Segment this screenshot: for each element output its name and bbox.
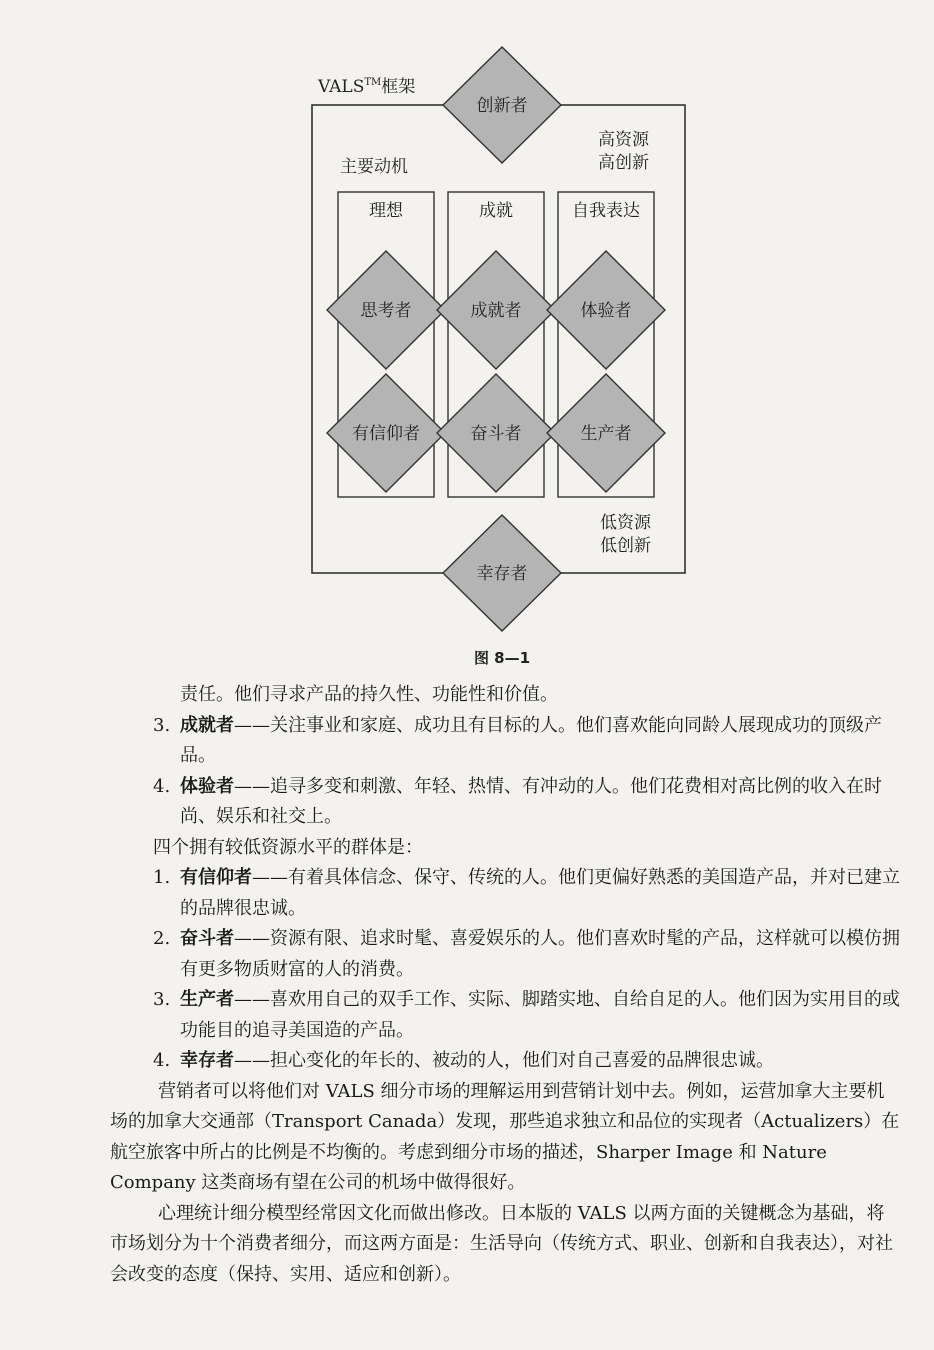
list-number: 4.: [153, 1050, 171, 1071]
term-experiencers: 体验者: [180, 775, 234, 797]
list-number: 3.: [153, 714, 171, 736]
term-achievers: 成就者: [180, 714, 234, 736]
list-item-survivors: [110, 1046, 900, 1077]
node-innovators: 创新者: [476, 96, 528, 116]
desc-strivers: ——资源有限、追求时髦、喜爱娱乐的人。他们喜欢时髦的产品，这样就可以模仿拥有更多物质财富的人的消费。: [180, 928, 900, 980]
node-strivers: 奋斗者: [470, 424, 522, 444]
desc-experiencers: ——追寻多变和刺激、年轻、热情、有冲动的人。他们花费相对高比例的收入在时尚、娱乐和社交上。: [180, 775, 882, 827]
motivation-label: 主要动机: [340, 157, 408, 177]
list-item-achievers: [110, 711, 900, 772]
column-label-achievement: 成就: [479, 201, 513, 221]
frame-label: VALS™框架: [318, 77, 416, 97]
list-item-makers: [110, 985, 900, 1046]
node-experiencers: 体验者: [580, 301, 632, 321]
list-item-believers: [110, 863, 900, 924]
paragraph-japan-vals: 心理统计细分模型经常因文化而做出修改。日本版的 VALS 以两方面的关键概念为基础，将市场划分为十个消费者细分，而这两方面是：生活导向（传统方式、职业、创新和自我表达），对社会改变的态度（保持、实用、适应和创新）。: [110, 1202, 893, 1285]
node-achievers: 成就者: [470, 301, 522, 321]
low-innovation-label: 低创新: [600, 536, 651, 556]
list-item-experiencers: [110, 772, 900, 833]
desc-believers: ——有着具体信念、保守、传统的人。他们更偏好熟悉的美国造产品，并对已建立的品牌很忠诚。: [180, 867, 900, 919]
desc-achievers: ——关注事业和家庭、成功且有目标的人。他们喜欢能向同龄人展现成功的顶级产品。: [180, 714, 882, 766]
low-groups-intro: 四个拥有较低资源水平的群体是：: [153, 836, 423, 858]
column-label-ideals: 理想: [369, 201, 403, 221]
column-label-self-expression: 自我表达: [572, 201, 640, 221]
term-strivers: 奋斗者: [180, 928, 234, 949]
desc-makers: ——喜欢用自己的双手工作、实际、脚踏实地、自给自足的人。他们因为实用目的或功能目的追寻美国造的产品。: [180, 989, 900, 1041]
high-innovation-label: 高创新: [598, 153, 649, 173]
node-believers: 有信仰者: [352, 424, 420, 444]
continued-line: 责任。他们寻求产品的持久性、功能性和价值。: [180, 684, 558, 705]
high-resources-label: 高资源: [598, 130, 649, 150]
node-survivors: 幸存者: [476, 564, 528, 584]
list-number: 1.: [153, 867, 171, 888]
list-number: 3.: [153, 989, 171, 1010]
term-believers: 有信仰者: [180, 867, 252, 888]
desc-survivors: ——担心变化的年长的、被动的人，他们对自己喜爱的品牌很忠诚。: [234, 1050, 774, 1071]
term-makers: 生产者: [180, 989, 234, 1010]
vals-framework-diagram: [0, 0, 934, 670]
node-thinkers: 思考者: [360, 301, 412, 321]
figure-caption: 图 8—1: [473, 649, 531, 667]
list-number: 4.: [153, 775, 171, 797]
term-survivors: 幸存者: [180, 1050, 234, 1071]
node-makers: 生产者: [580, 424, 632, 444]
list-number: 2.: [153, 928, 171, 949]
body-text: [110, 680, 900, 1290]
low-resources-label: 低资源: [600, 513, 651, 533]
paragraph-marketing: 营销者可以将他们对 VALS 细分市场的理解运用到营销计划中去。例如，运营加拿大主要机场的加拿大交通部（Transport Canada）发现，那些追求独立和品位的实现者（Actualizers）在航空旅客中所占的比例是不均衡的。考虑到细分市场的描述，Sharper Image 和 Nature Company 这类商场有望在公司的机场中做得很好。: [110, 1080, 900, 1193]
list-item-strivers: [110, 924, 900, 985]
